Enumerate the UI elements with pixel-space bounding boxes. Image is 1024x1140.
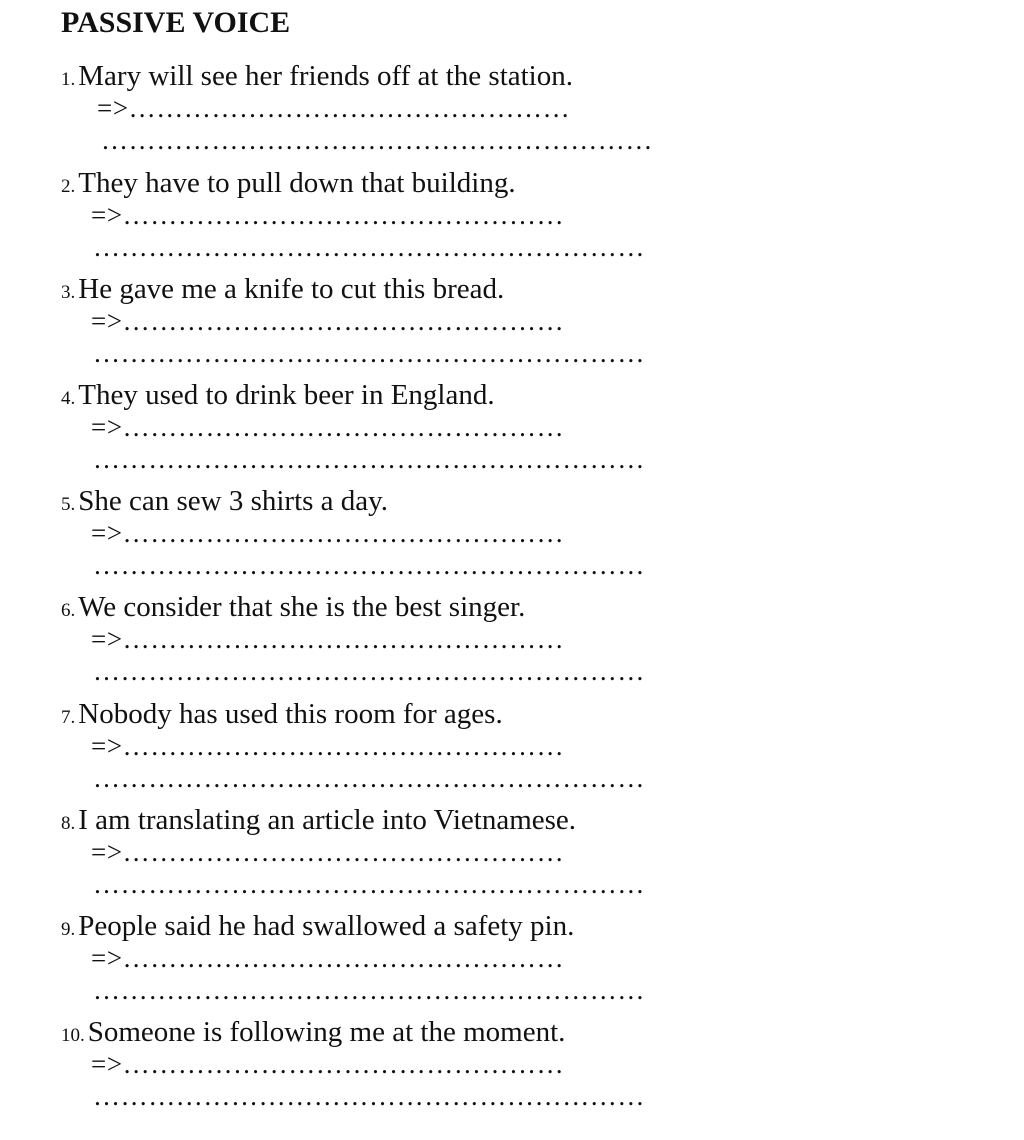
question-text: We consider that she is the best singer. bbox=[78, 591, 526, 623]
answer-dots: ………………………………………… bbox=[122, 412, 565, 442]
question-number: 10. bbox=[61, 1025, 85, 1046]
answer-dots: ………………………………………… bbox=[122, 837, 565, 867]
answer-line[interactable] bbox=[91, 305, 564, 337]
answer-prefix: => bbox=[91, 837, 123, 867]
question-item bbox=[0, 271, 1024, 377]
answer-prefix: => bbox=[97, 93, 129, 123]
answer-prefix: => bbox=[91, 518, 123, 548]
answer-dots: ………………………………………… bbox=[122, 306, 565, 336]
answer-continuation-line[interactable]: …………………………………………………… bbox=[93, 763, 645, 793]
question-text: Someone is following me at the moment. bbox=[87, 1016, 566, 1048]
question-number: 9. bbox=[61, 919, 76, 940]
question-number: 8. bbox=[61, 813, 76, 834]
answer-continuation-line[interactable]: …………………………………………………… bbox=[93, 338, 645, 368]
question-text: They used to drink beer in England. bbox=[78, 379, 495, 411]
answer-dots: ………………………………………… bbox=[122, 731, 565, 761]
answer-line[interactable] bbox=[91, 623, 564, 655]
question-text: They have to pull down that building. bbox=[78, 167, 516, 199]
answer-line[interactable] bbox=[91, 942, 564, 974]
answer-prefix: => bbox=[91, 624, 123, 654]
question-number: 6. bbox=[61, 600, 76, 621]
answer-prefix: => bbox=[91, 731, 123, 761]
question-item bbox=[0, 165, 1024, 271]
answer-dots: ………………………………………… bbox=[122, 624, 565, 654]
answer-continuation-line[interactable]: …………………………………………………… bbox=[93, 444, 645, 474]
answer-line[interactable] bbox=[91, 517, 564, 549]
answer-dots: ………………………………………… bbox=[128, 93, 571, 123]
answer-continuation-line[interactable]: …………………………………………………… bbox=[93, 1081, 645, 1111]
question-number: 5. bbox=[61, 494, 76, 515]
answer-dots: ………………………………………… bbox=[122, 943, 565, 973]
question-item bbox=[0, 908, 1024, 1014]
answer-line[interactable] bbox=[91, 199, 564, 231]
question-item bbox=[0, 377, 1024, 483]
question-text: Mary will see her friends off at the station. bbox=[78, 60, 573, 92]
answer-continuation-line[interactable]: …………………………………………………… bbox=[101, 125, 653, 155]
answer-line[interactable] bbox=[91, 1048, 564, 1080]
question-item bbox=[0, 58, 1024, 164]
answer-prefix: => bbox=[91, 200, 123, 230]
question-text: He gave me a knife to cut this bread. bbox=[78, 273, 505, 305]
answer-continuation-line[interactable]: …………………………………………………… bbox=[93, 550, 645, 580]
question-item bbox=[0, 802, 1024, 908]
answer-dots: ………………………………………… bbox=[122, 518, 565, 548]
answer-continuation-line[interactable]: …………………………………………………… bbox=[93, 232, 645, 262]
answer-line[interactable] bbox=[91, 730, 564, 762]
worksheet-title: PASSIVE VOICE bbox=[61, 6, 291, 39]
question-text: I am translating an article into Vietnamese. bbox=[78, 804, 577, 836]
answer-continuation-line[interactable]: …………………………………………………… bbox=[93, 656, 645, 686]
question-number: 7. bbox=[61, 707, 76, 728]
question-number: 4. bbox=[61, 388, 76, 409]
answer-dots: ………………………………………… bbox=[122, 1049, 565, 1079]
question-item bbox=[0, 483, 1024, 589]
question-item bbox=[0, 589, 1024, 695]
answer-line[interactable] bbox=[91, 411, 564, 443]
answer-line[interactable] bbox=[97, 92, 570, 124]
answer-continuation-line[interactable]: …………………………………………………… bbox=[93, 869, 645, 899]
answer-continuation-line[interactable]: …………………………………………………… bbox=[93, 975, 645, 1005]
answer-prefix: => bbox=[91, 412, 123, 442]
answer-prefix: => bbox=[91, 943, 123, 973]
answer-prefix: => bbox=[91, 1049, 123, 1079]
answer-dots: ………………………………………… bbox=[122, 200, 565, 230]
answer-prefix: => bbox=[91, 306, 123, 336]
question-item bbox=[0, 1014, 1024, 1120]
question-number: 3. bbox=[61, 282, 76, 303]
question-item bbox=[0, 696, 1024, 802]
question-number: 1. bbox=[61, 69, 76, 90]
question-text: Nobody has used this room for ages. bbox=[78, 698, 503, 730]
question-number: 2. bbox=[61, 176, 76, 197]
question-text: She can sew 3 shirts a day. bbox=[78, 485, 389, 517]
answer-line[interactable] bbox=[91, 836, 564, 868]
question-text: People said he had swallowed a safety pin. bbox=[78, 910, 575, 942]
